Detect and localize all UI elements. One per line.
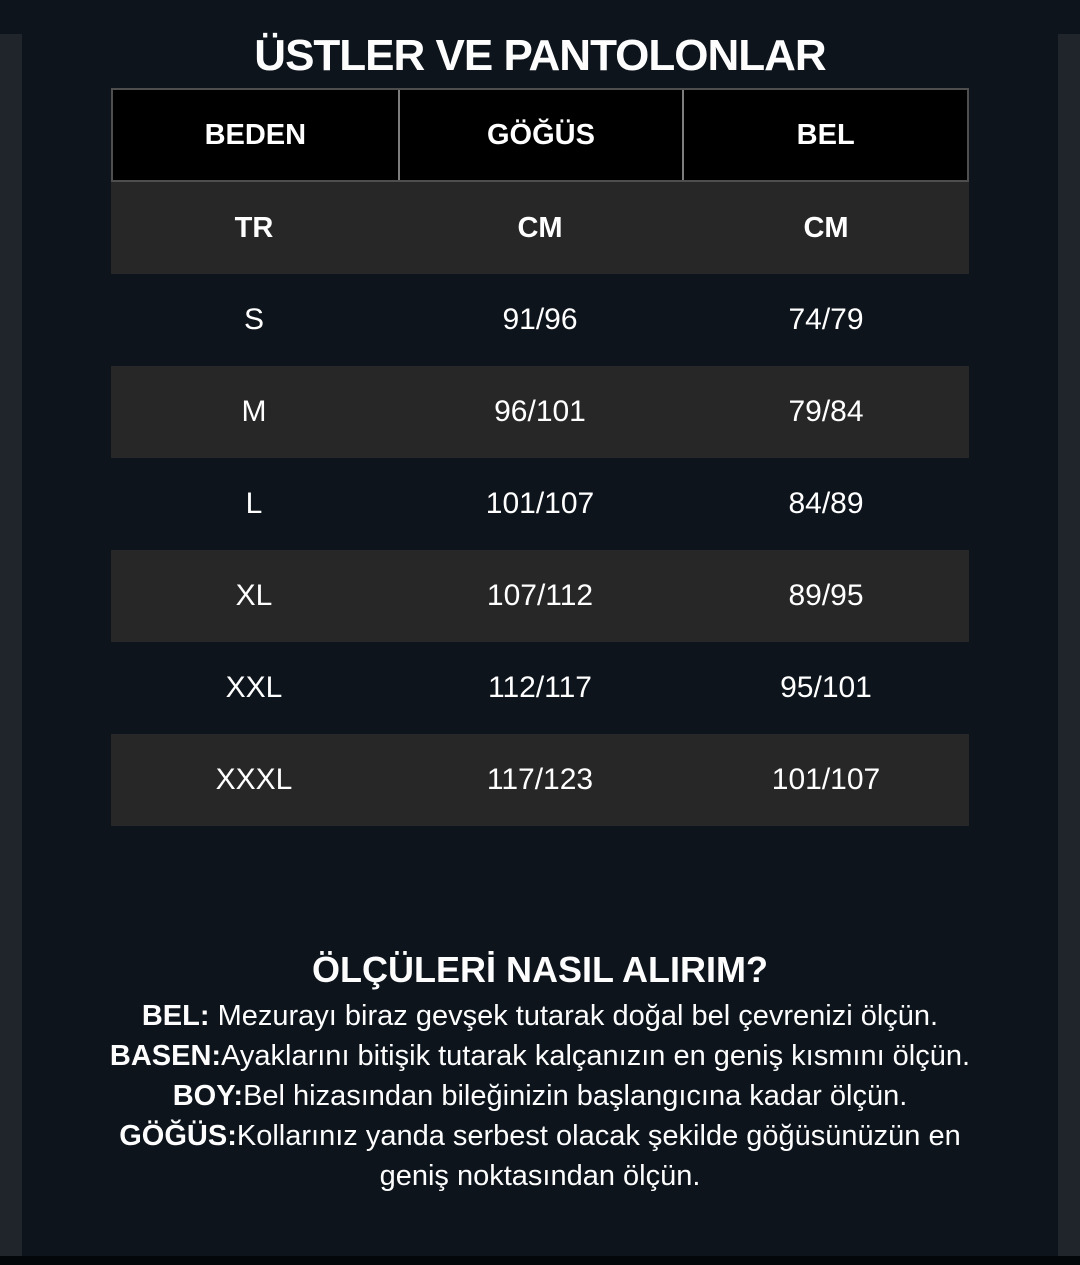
header-cell-bel: BEL bbox=[682, 90, 967, 180]
waist-cell: 84/89 bbox=[788, 487, 864, 520]
page-title: ÜSTLER VE PANTOLONLAR bbox=[254, 31, 826, 80]
size-cell: S bbox=[243, 303, 264, 336]
waist-cell: 89/95 bbox=[788, 579, 864, 612]
waist-cell: 74/79 bbox=[788, 303, 864, 336]
chest-cell: 101/107 bbox=[485, 487, 595, 520]
guide-item-text: Ayaklarını bitişik tutarak kalçanızın en geniş kısmını ölçün. bbox=[221, 1040, 971, 1072]
chest-cell: 112/117 bbox=[488, 671, 592, 704]
left-edge-strip bbox=[0, 34, 22, 1265]
waist-cell: 101/107 bbox=[771, 763, 881, 796]
chest-cell: 117/123 bbox=[486, 763, 594, 796]
table-row bbox=[111, 642, 969, 734]
size-cell: XXXL bbox=[215, 763, 293, 796]
table-row bbox=[111, 734, 969, 826]
waist-cell: 95/101 bbox=[780, 671, 872, 704]
guide-item-text: Bel hizasından bileğinizin başlangıcına kadar ölçün. bbox=[243, 1080, 908, 1112]
right-edge-strip bbox=[1058, 34, 1080, 1265]
guide-item-label: GÖĞÜS: bbox=[119, 1120, 237, 1152]
table-units-row bbox=[111, 182, 969, 274]
chest-cell: 96/101 bbox=[494, 395, 586, 428]
chest-cell: 107/112 bbox=[486, 579, 594, 612]
guide-item-label: BEL: bbox=[141, 1000, 210, 1032]
guide-item-text: Mezurayı biraz gevşek tutarak doğal bel çevrenizi ölçün. bbox=[209, 1000, 939, 1032]
waist-cell: 79/84 bbox=[788, 395, 864, 428]
size-cell: XL bbox=[235, 579, 273, 612]
table-row bbox=[111, 366, 969, 458]
size-cell: L bbox=[245, 487, 263, 520]
size-cell: M bbox=[241, 395, 267, 428]
table-row bbox=[111, 550, 969, 642]
guide-item-gogus bbox=[100, 1116, 980, 1196]
table-row bbox=[111, 458, 969, 550]
unit-cell-cm-waist: CM bbox=[803, 211, 849, 244]
table-header-row bbox=[111, 88, 969, 182]
guide-item-bel bbox=[100, 996, 980, 1036]
size-cell: XXL bbox=[225, 671, 283, 704]
size-table bbox=[111, 88, 969, 826]
unit-cell-cm-chest: CM bbox=[517, 211, 563, 244]
header-cell-gogus: GÖĞÜS bbox=[398, 90, 683, 180]
unit-cell-tr: TR bbox=[234, 211, 274, 244]
bottom-edge-bar bbox=[0, 1256, 1080, 1265]
guide-item-label: BASEN: bbox=[109, 1040, 222, 1072]
table-row bbox=[111, 274, 969, 366]
guide-item-text: Kollarınız yanda serbest olacak şekilde göğüsünüzün en geniş noktasından ölçün. bbox=[236, 1120, 961, 1192]
guide-item-boy bbox=[100, 1076, 980, 1116]
guide-item-label: BOY: bbox=[172, 1080, 244, 1112]
header-cell-beden: BEDEN bbox=[204, 118, 307, 151]
guide-item-basen bbox=[100, 1036, 980, 1076]
measurement-guide bbox=[0, 950, 1080, 1196]
measurement-guide-title: ÖLÇÜLERİ NASIL ALIRIM? bbox=[312, 949, 768, 990]
chest-cell: 91/96 bbox=[502, 303, 578, 336]
